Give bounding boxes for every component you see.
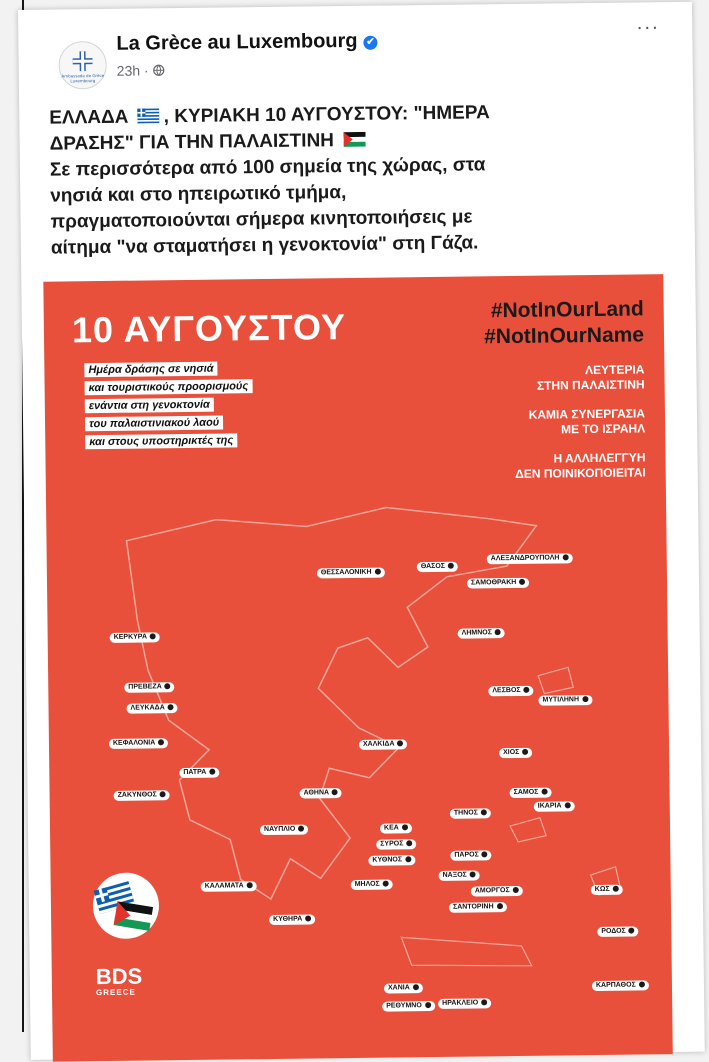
place-pin: ΜΗΛΟΣ <box>351 879 393 890</box>
place-pin: ΣΑΜΟΣ <box>510 788 552 799</box>
place-pin: ΝΑΥΠΛΙΟ <box>260 825 308 836</box>
embassy-emblem-icon <box>73 51 93 71</box>
facebook-post <box>18 2 705 1060</box>
slogan-line: ΛΕΥΤΕΡΙΑ <box>584 362 645 378</box>
place-pin: ΚΥΘΗΡΑ <box>269 914 315 925</box>
post-line-5: πραγματοποιούνται σήμερα κινητοποιήσεις με <box>50 206 473 233</box>
place-pin: ΡΕΘΥΜΝΟ <box>382 1001 435 1012</box>
place-pin: ΣΥΡΟΣ <box>376 839 416 849</box>
hashtag: #NotInOurName <box>484 323 645 349</box>
place-pin: ΧΑΝΙΑ <box>384 983 423 993</box>
more-options-button[interactable]: ··· <box>636 16 660 39</box>
place-pin: ΧΙΟΣ <box>499 748 532 758</box>
page-name: La Grèce au Luxembourg <box>116 29 358 55</box>
place-pin: ΠΑΡΟΣ <box>450 850 492 861</box>
bds-logo <box>95 963 143 999</box>
place-pin: ΑΘΗΝΑ <box>300 788 343 799</box>
page-name-link[interactable] <box>116 30 377 56</box>
page-avatar[interactable] <box>58 41 107 90</box>
place-pin: ΚΕΑ <box>380 823 412 833</box>
bds-logo-text: BDS <box>95 963 143 990</box>
poster-date: 10 ΑΥΓΟΥΣΤΟΥ <box>71 306 347 351</box>
greek-flag-icon <box>138 108 160 123</box>
post-text <box>49 98 671 262</box>
post-line-3: Σε περισσότερα από 100 σημεία της χώρας, στα <box>49 154 486 181</box>
globe-icon <box>152 64 164 76</box>
place-pin: ΣΑΝΤΟΡΙΝΗ <box>449 902 507 913</box>
slogan-line: ΜΕ ΤΟ ΙΣΡΑΗΛ <box>560 421 646 437</box>
place-pin: ΘΑΣΟΣ <box>417 562 458 573</box>
place-pin: ΠΑΤΡΑ <box>179 768 219 778</box>
poster-subtitle-line: και τουριστικούς προορισμούς <box>85 379 253 395</box>
place-pin: ΛΕΥΚΑΔΑ <box>126 703 177 714</box>
place-pin: ΣΑΜΟΘΡΑΚΗ <box>467 578 529 589</box>
palestine-flag-icon <box>343 132 365 147</box>
place-pin: ΤΗΝΟΣ <box>450 808 491 819</box>
place-pin: ΑΜΟΡΓΟΣ <box>471 886 523 897</box>
post-time[interactable]: 23h <box>116 62 141 79</box>
place-pin: ΧΑΛΚΙΔΑ <box>359 739 408 750</box>
place-pin: ΡΟΔΟΣ <box>597 926 639 937</box>
avatar-caption: Ambassade de Grèce Luxembourg <box>61 72 105 84</box>
place-pin: ΚΥΘΝΟΣ <box>368 855 415 866</box>
place-pin: ΑΛΕΞΑΝΔΡΟΥΠΟΛΗ <box>487 553 573 564</box>
place-pin: ΛΕΣΒΟΣ <box>488 686 533 697</box>
verified-badge-icon: ✔ <box>364 36 378 50</box>
poster-subtitle-line: ενάντια στη γενοκτονία <box>85 398 214 414</box>
place-pin: ΚΕΡΚΥΡΑ <box>110 632 160 643</box>
place-pin: ΠΡΕΒΕΖΑ <box>124 682 175 693</box>
place-pin: ΗΡΑΚΛΕΙΟ <box>438 998 491 1009</box>
place-pin: ΚΑΡΠΑΘΟΣ <box>592 980 649 991</box>
post-line-1-end: , ΚΥΡΙΑΚΗ 10 ΑΥΓΟΥΣΤΟΥ: "ΗΜΕΡΑ <box>163 102 490 128</box>
place-pin: ΝΑΞΟΣ <box>439 870 480 881</box>
place-pins <box>43 274 672 1062</box>
hashtag: #NotInOurLand <box>490 297 644 323</box>
slogan-line: ΚΑΜΙΑ ΣΥΝΕΡΓΑΣΙΑ <box>528 406 646 422</box>
greek-palestinian-flags-emblem <box>91 870 162 941</box>
place-pin: ΚΕΦΑΛΟΝΙΑ <box>109 738 168 749</box>
post-line-2-text: ΔΡΑΣΗΣ" ΓΙΑ ΤΗΝ ΠΑΛΑΙΣΤΙΝΗ <box>49 130 335 155</box>
place-pin: ΙΚΑΡΙΑ <box>534 801 575 811</box>
place-pin: ΚΑΛΑΜΑΤΑ <box>201 881 257 892</box>
slogan-line: ΣΤΗΝ ΠΑΛΑΙΣΤΙΝΗ <box>536 377 645 393</box>
place-pin: ΛΗΜΝΟΣ <box>458 628 505 639</box>
poster-subtitle-line: του παλαιστινιακού λαού <box>85 416 223 432</box>
place-pin: ΘΕΣΣΑΛΟΝΙΚΗ <box>317 568 385 579</box>
post-line-6: αίτημα "να σταματήσει η γενοκτονία" στη Γάζα. <box>50 232 479 259</box>
slogan-line: ΔΕΝ ΠΟΙΝΙΚΟΠΟΙΕΙΤΑΙ <box>515 465 646 481</box>
post-line-1-start: ΕΛΛΑΔΑ <box>49 106 129 129</box>
slogan-line: Η ΑΛΛΗΛΕΓΓΥΗ <box>553 450 646 466</box>
post-line-4: νησιά και στο ηπειρωτικό τμήμα, <box>50 182 347 207</box>
place-pin: ΚΩΣ <box>591 885 623 895</box>
bds-logo-subtext: GREECE <box>95 987 136 998</box>
post-meta: 23h · <box>117 62 165 79</box>
place-pin: ΜΥΤΙΛΗΝΗ <box>538 695 592 706</box>
poster-subtitle-line: Ημέρα δράσης σε νησιά <box>84 362 217 378</box>
poster-subtitle-line: και στους υποστηρικτές της <box>85 433 237 449</box>
place-pin: ΖΑΚΥΝΘΟΣ <box>114 790 170 801</box>
post-image-poster[interactable] <box>43 274 672 1062</box>
